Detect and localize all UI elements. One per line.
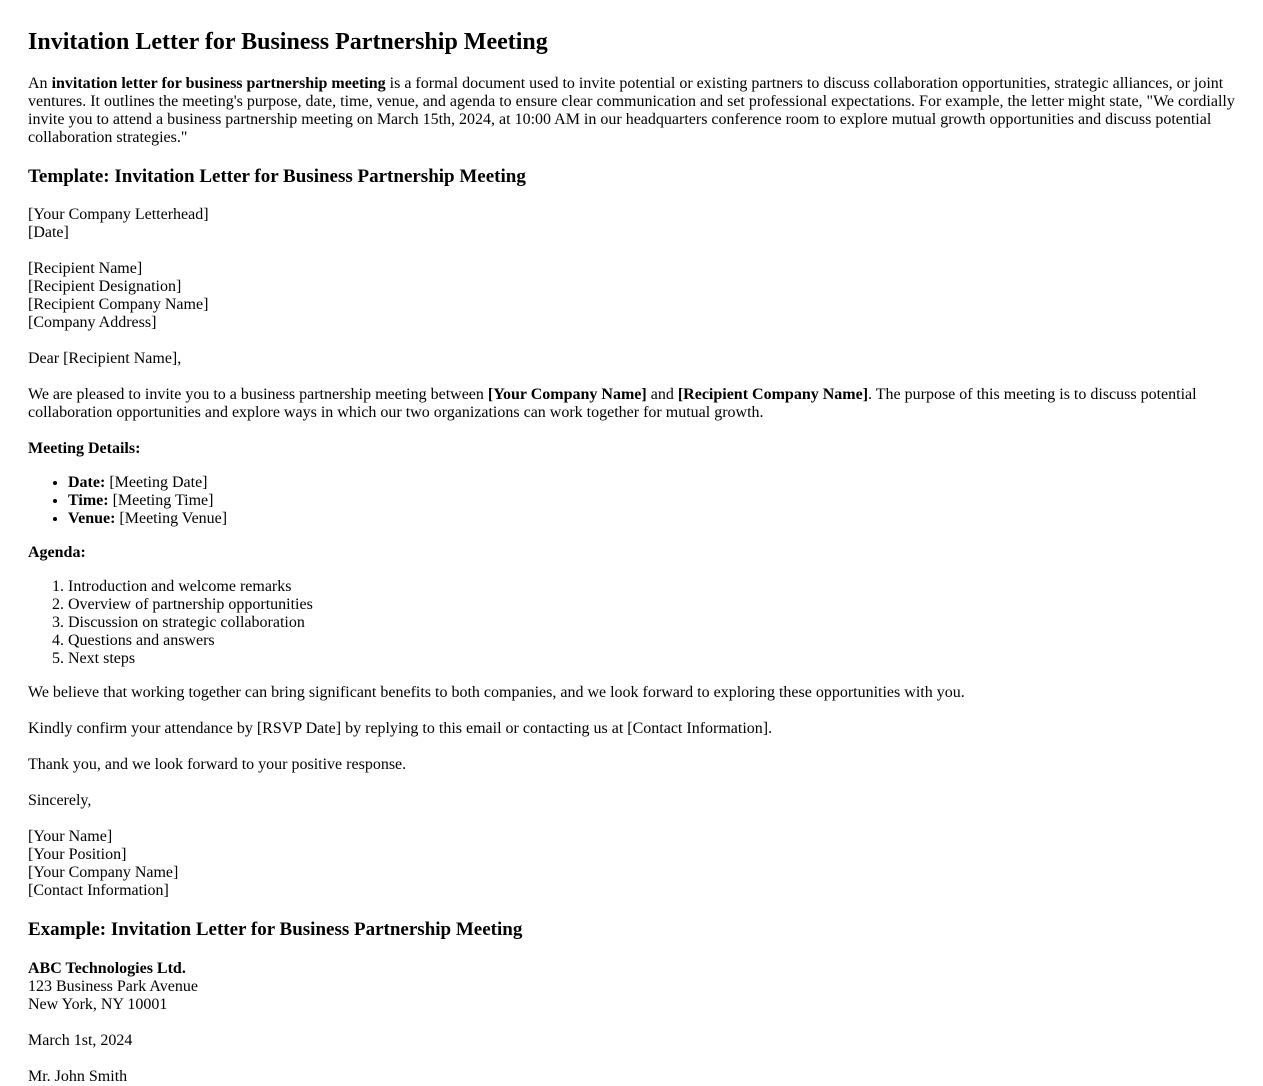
example-address-line1: 123 Business Park Avenue [28,978,198,995]
body-part3: . The purpose of this meeting is to discuss potential collaboration opportunities and explore ways in which our two organizations can work together for mutual growth. [28,386,1197,421]
example-company: ABC Technologies Ltd. [28,960,186,977]
meeting-details-label: Meeting Details: [28,440,141,457]
body-bold-recipient: [Recipient Company Name] [677,386,869,403]
page-title: Invitation Letter for Business Partnership Meeting [28,29,548,55]
signature-company: [Your Company Name] [28,864,179,881]
detail-value: [Meeting Time] [108,492,214,509]
agenda-heading [28,544,1235,562]
list-item [68,474,1235,492]
list-item: 3. Discussion on strategic collaboration [68,614,1235,632]
meeting-details-heading [28,440,1235,458]
letter-date: [Date] [28,224,69,241]
detail-value: [Meeting Date] [105,474,208,491]
detail-label: Date: [68,474,106,491]
signature-position: [Your Position] [28,846,127,863]
intro-prefix: An [28,75,52,92]
detail-label: Time: [68,492,109,509]
list-item: 5. Next steps [68,650,1235,668]
example-date: March 1st, 2024 [28,1032,133,1049]
letterhead: [Your Company Letterhead] [28,206,209,223]
example-recipient: Mr. John Smith [28,1068,128,1085]
thanks-paragraph: Thank you, and we look forward to your positive response. [28,756,407,773]
recipient-address: [Company Address] [28,314,157,331]
agenda-list [28,578,1235,668]
letterhead-block [28,206,1235,242]
detail-label: Venue: [68,510,116,527]
salutation: Dear [Recipient Name], [28,350,182,367]
example-company-block [28,960,1235,1014]
list-item: 1. Introduction and welcome remarks [68,578,1235,596]
signature-name: [Your Name] [28,828,113,845]
signature-block [28,828,1235,900]
closing: Sincerely, [28,792,92,809]
rsvp-paragraph: Kindly confirm your attendance by [RSVP Date] by replying to this email or contacting us at [Contact Information]. [28,720,773,737]
template-heading: Template: Invitation Letter for Business Partnership Meeting [28,166,526,187]
list-item: 2. Overview of partnership opportunities [68,596,1235,614]
belief-paragraph: We believe that working together can bring significant benefits to both companies, and we look forward to exploring these opportunities with you. [28,684,965,701]
list-item [68,510,1235,528]
example-heading: Example: Invitation Letter for Business Partnership Meeting [28,919,523,940]
recipient-company: [Recipient Company Name] [28,296,209,313]
detail-value: [Meeting Venue] [115,510,228,527]
list-item: 4. Questions and answers [68,632,1235,650]
intro-paragraph [28,75,1235,147]
body-paragraph [28,386,1235,422]
list-item [68,492,1235,510]
intro-rest: is a formal document used to invite potential or existing partners to discuss collaboration opportunities, strategic alliances, or joint ventures. It outlines the meeting's purpose, date, time, venue, and agenda to ensure clear communication and set professional expectations. For example, the letter might state, "We cordially invite you to attend a business partnership meeting on March 15th, 2024, at 10:00 AM in our headquarters conference room to explore mutual growth opportunities and discuss potential collaboration strategies." [28,75,1235,146]
meeting-details-list [28,474,1235,528]
body-bold-company: [Your Company Name] [487,386,647,403]
body-part2: and [646,386,678,403]
body-part1: We are pleased to invite you to a business partnership meeting between [28,386,488,403]
intro-bold-term: invitation letter for business partnership meeting [51,75,386,92]
recipient-block [28,260,1235,332]
signature-contact: [Contact Information] [28,882,169,899]
example-address-line2: New York, NY 10001 [28,996,168,1013]
recipient-name: [Recipient Name] [28,260,143,277]
recipient-designation: [Recipient Designation] [28,278,182,295]
agenda-label: Agenda: [28,544,86,561]
